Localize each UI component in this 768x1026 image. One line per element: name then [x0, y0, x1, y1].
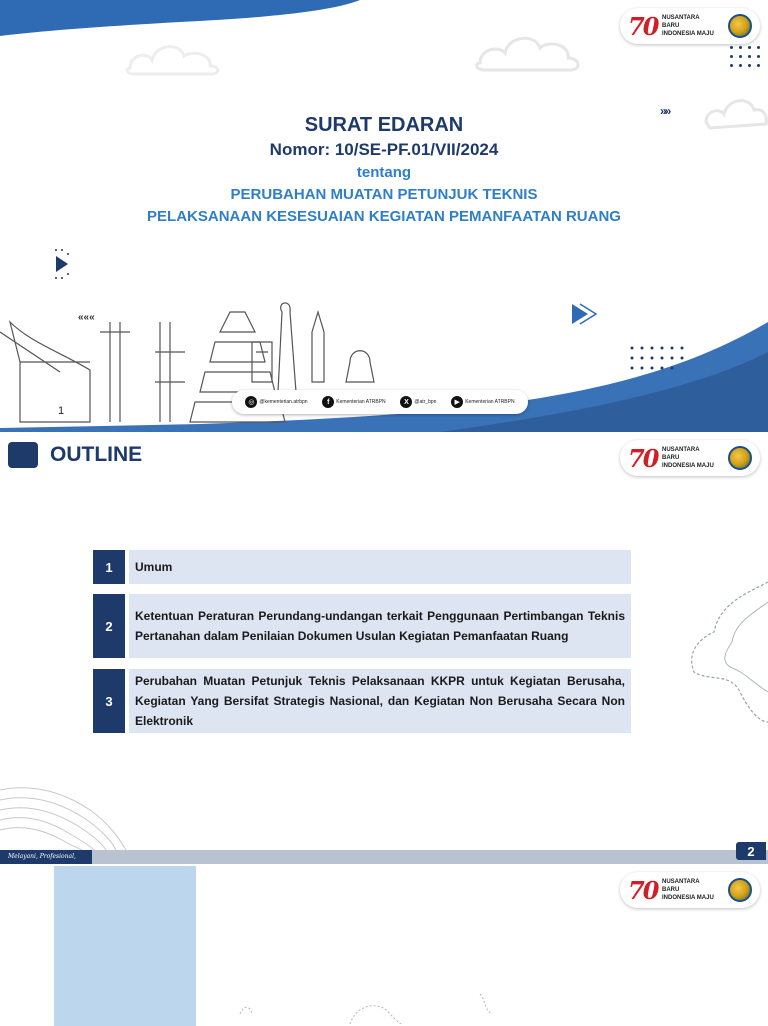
social-media-bar — [232, 390, 528, 414]
logo-line2: INDONESIA MAJU — [662, 463, 714, 469]
outline-item-text: Umum — [129, 550, 631, 584]
cloud-decoration — [470, 18, 590, 78]
logo-line1: NUSANTARA BARU — [662, 15, 700, 29]
outline-item[interactable] — [93, 669, 631, 733]
social-item[interactable] — [322, 396, 385, 408]
youtube-icon: ▶ — [451, 396, 463, 408]
atr-bpn-emblem-icon — [728, 878, 752, 902]
dot-pattern — [730, 46, 760, 67]
logo-line2: INDONESIA MAJU — [662, 895, 714, 901]
title-block — [0, 112, 768, 228]
island-map-decoration — [230, 984, 530, 1024]
x-icon: X — [400, 396, 412, 408]
facebook-icon: f — [322, 396, 334, 408]
doc-subtitle-line1: PERUBAHAN MUATAN PETUNJUK TEKNIS — [230, 186, 538, 203]
outline-item[interactable] — [93, 550, 631, 584]
doc-title: SURAT EDARAN — [304, 114, 464, 136]
social-item[interactable] — [451, 396, 514, 408]
footer-tagline: Melayani, Profesional, — [0, 850, 92, 864]
doc-subtitle-line2: PELAKSANAAN KESESUAIAN KEGIATAN PEMANFAATAN RUANG — [147, 208, 621, 225]
outline-heading — [8, 442, 142, 468]
outline-item-number: 1 — [93, 550, 125, 584]
social-handle: @kementerian.atrbpn — [259, 399, 308, 405]
outline-item-number: 2 — [93, 594, 125, 658]
logo-text — [662, 14, 718, 38]
logo-line1: NUSANTARA BARU — [662, 879, 700, 893]
logo-text — [662, 878, 718, 902]
outline-item-text: Ketentuan Peraturan Perundang-undangan terkait Penggunaan Pertimbangan Teknis Pertanahan dalam Penilaian Dokumen Usulan Kegiatan Pemanfaatan Ruang — [129, 594, 631, 658]
heading-marker — [8, 442, 38, 468]
social-handle: Kementerian ATRBPN — [336, 399, 386, 405]
outline-title: OUTLINE — [50, 443, 143, 466]
social-item[interactable] — [400, 396, 436, 408]
logo-nusantara-baru — [620, 8, 760, 44]
social-item[interactable] — [245, 396, 307, 408]
outline-item-text: Perubahan Muatan Petunjuk Teknis Pelaksanaan KKPR untuk Kegiatan Berusaha, Kegiatan Yang Bersifat Strategis Nasional, dan Kegiatan Non Berusaha Secara Non Elektronik — [129, 669, 631, 733]
chevrons-icon: »» — [660, 104, 670, 118]
page-number: 1 — [58, 405, 65, 417]
cloud-decoration — [120, 30, 230, 80]
footer-bar — [0, 850, 768, 864]
doc-number: Nomor: 10/SE-PF.01/VII/2024 — [269, 140, 499, 159]
logo-70-mark: 70 — [628, 443, 658, 473]
page-number: 2 — [736, 842, 766, 860]
social-handle: @atr_bpn — [414, 399, 437, 405]
doc-tentang: tentang — [356, 164, 412, 181]
play-arrow-icon — [52, 246, 78, 282]
instagram-icon: ◎ — [245, 396, 257, 408]
outline-item-number: 3 — [93, 669, 125, 733]
slide-outline — [0, 432, 768, 864]
svg-text:«««: ««« — [78, 312, 95, 323]
logo-line2: INDONESIA MAJU — [662, 31, 714, 37]
logo-text — [662, 446, 718, 470]
logo-70-mark: 70 — [628, 11, 658, 41]
logo-nusantara-baru — [620, 440, 760, 476]
slide-cover — [0, 0, 768, 432]
logo-70-mark: 70 — [628, 875, 658, 905]
social-handle: Kementerian ATRBPN — [465, 399, 515, 405]
island-map-decoration — [680, 572, 768, 732]
contour-decoration — [0, 780, 130, 850]
logo-line1: NUSANTARA BARU — [662, 447, 700, 461]
logo-nusantara-baru — [620, 872, 760, 908]
side-panel — [54, 866, 196, 1026]
atr-bpn-emblem-icon — [728, 446, 752, 470]
slide-next — [0, 864, 768, 1024]
outline-item[interactable] — [93, 594, 631, 658]
atr-bpn-emblem-icon — [728, 14, 752, 38]
